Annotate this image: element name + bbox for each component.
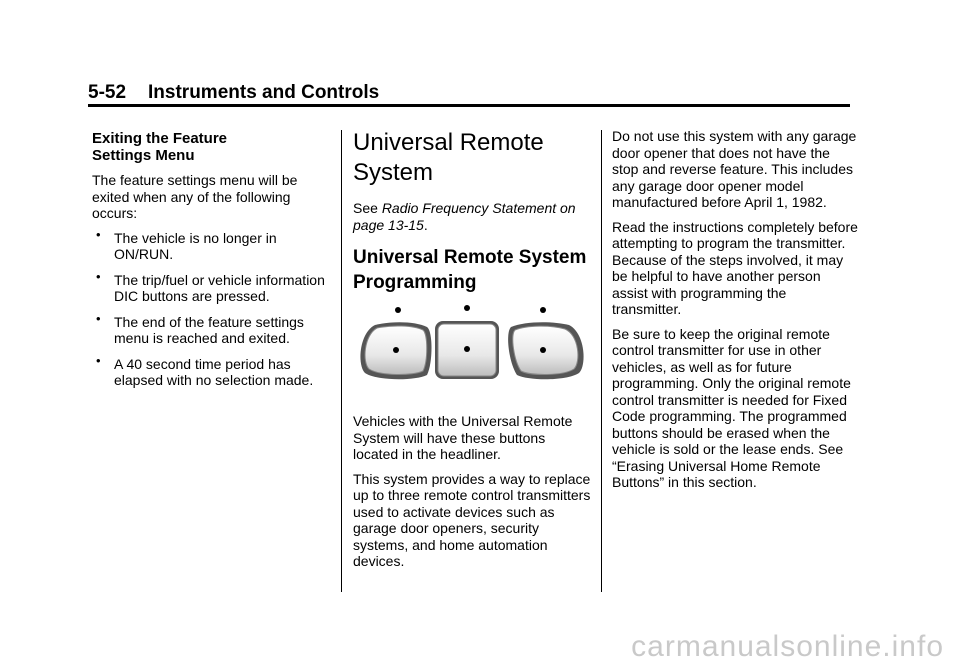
indicator-light-middle — [464, 305, 470, 311]
indicator-light-right — [540, 307, 546, 313]
universal-remote-para-2: This system provides a way to replace up to three remote control transmitters used to activate devices such as garage door openers, security systems, and home automation devices. — [353, 470, 591, 569]
keep-original-para: Be sure to keep the original remote control transmitter for use in other vehicles, as well as for future programming. Only the original remote control transmitter is needed for Fixed Code programming. The programmed buttons should be erased when the vehicle is sold or the lease ends. See “Erasing Universal Home Remote Buttons” in this section. — [612, 325, 851, 490]
list-item-text: A 40 second time period has elapsed with no selection made. — [114, 355, 314, 388]
chapter-title: Instruments and Controls — [148, 82, 380, 103]
list-item — [92, 352, 328, 389]
list-item — [92, 310, 328, 347]
list-item-text: The end of the feature settings menu is reached and exited. — [114, 313, 304, 346]
see-suffix: . — [423, 216, 428, 233]
garage-opener-warning: Do not use this system with any garage door opener that does not have the stop and reverse feature. This includes any garage door opener model manufactured before April 1, 1982. — [612, 128, 857, 210]
exiting-intro: The feature settings menu will be exited when any of the following occurs: — [92, 172, 298, 221]
list-item-text: The trip/fuel or vehicle information DIC buttons are pressed. — [114, 271, 325, 304]
bullet-icon: • — [96, 310, 101, 326]
list-item — [92, 226, 328, 263]
page-header — [88, 82, 850, 104]
site-watermark: carmanualsonline.info — [631, 630, 944, 663]
list-item-text: The vehicle is no longer in ON/RUN. — [114, 229, 277, 262]
exit-conditions-list — [92, 226, 328, 389]
see-reference — [353, 200, 591, 233]
column-right — [612, 128, 858, 499]
header-rule — [88, 104, 850, 107]
remote-button-1 — [360, 322, 431, 379]
exiting-feature-heading — [92, 130, 328, 164]
list-item — [92, 268, 328, 305]
bullet-icon: • — [96, 352, 101, 368]
universal-remote-para-1: Vehicles with the Universal Remote System will have these buttons located in the headliner. — [353, 413, 573, 462]
column-middle — [353, 128, 591, 578]
section-line-1: Universal Remote System — [353, 247, 587, 268]
column-left — [92, 128, 328, 398]
universal-remote-title — [353, 128, 591, 188]
page-number: 5-52 — [88, 82, 127, 103]
bullet-icon: • — [96, 268, 101, 284]
heading-line-1: Exiting the Feature — [92, 130, 228, 147]
radio-frequency-link[interactable]: Radio Frequency Statement on page 13-15 — [353, 200, 576, 233]
bullet-icon: • — [96, 226, 101, 242]
remote-buttons-figure — [353, 303, 591, 399]
section-line-2: Programming — [353, 272, 477, 293]
programming-heading — [353, 245, 591, 295]
column-divider-2 — [601, 130, 602, 592]
title-line-1: Universal Remote — [353, 129, 544, 156]
column-divider-1 — [341, 130, 342, 592]
see-prefix: See — [353, 200, 382, 216]
heading-line-2: Settings Menu — [92, 147, 195, 164]
remote-button-2 — [435, 321, 499, 379]
read-instructions-para: Read the instructions completely before attempting to program the transmitter. Because of the steps involved, it may be helpful to have another person assist with programming the transmitter. — [612, 218, 858, 317]
remote-button-3 — [508, 322, 583, 379]
title-line-2: System — [353, 159, 434, 186]
indicator-light-left — [395, 307, 401, 313]
